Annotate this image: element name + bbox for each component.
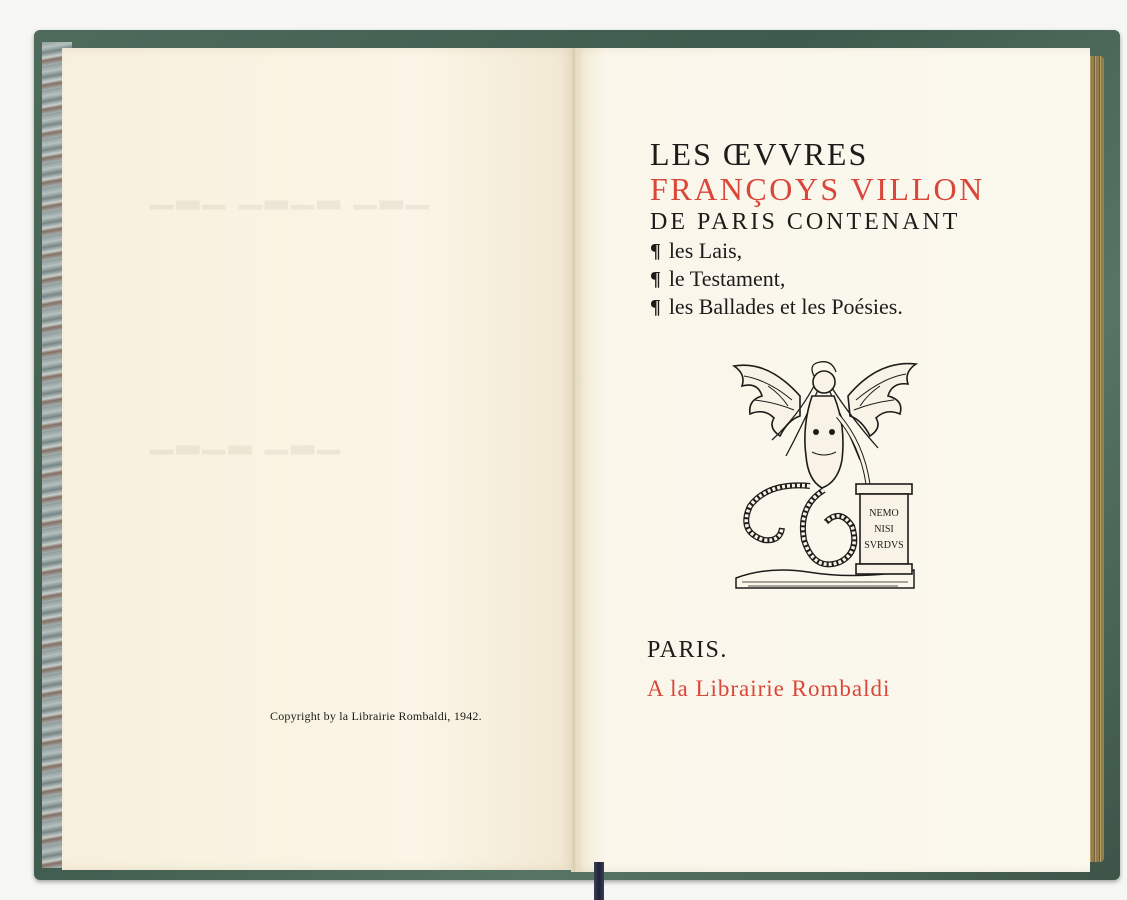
gilt-page-edge: [1090, 56, 1104, 862]
author-name: FRANÇOYS VILLON: [650, 171, 985, 207]
title-block: [650, 137, 985, 321]
pilcrow-icon: ¶: [650, 296, 661, 318]
motto-line: NEMO: [869, 508, 899, 519]
contents-item: [650, 265, 985, 293]
contents-item-label: les Ballades et les Poésies.: [668, 294, 903, 319]
copyright-notice: Copyright by la Librairie Rombaldi, 1942.: [270, 709, 482, 723]
contents-item: [650, 293, 985, 321]
imprint-place: PARIS.: [647, 637, 728, 663]
contents-item: [650, 237, 985, 265]
title-line-3: DE PARIS CONTENANT: [650, 209, 961, 235]
pilcrow-icon: ¶: [650, 240, 661, 262]
pilcrow-icon: ¶: [650, 268, 661, 290]
bookmark-ribbon: [594, 862, 604, 900]
show-through-text: ▁▂▁ ▁▂▁▂ ▁▂▁: [150, 176, 432, 209]
motto-line: SVRDVS: [864, 540, 904, 551]
contents-item-label: le Testament,: [668, 266, 786, 291]
motto-line: NISI: [874, 524, 894, 535]
left-page: [62, 48, 574, 870]
title-line-1: LES ŒVVRES: [650, 136, 869, 172]
book-gutter: [571, 48, 577, 872]
contents-item-label: les Lais,: [668, 238, 743, 263]
show-through-text: ▁▂▁▂ ▁▂▁: [150, 421, 343, 454]
imprint-publisher: A la Librairie Rombaldi: [647, 676, 891, 701]
printers-mark-woodcut: [728, 356, 920, 592]
